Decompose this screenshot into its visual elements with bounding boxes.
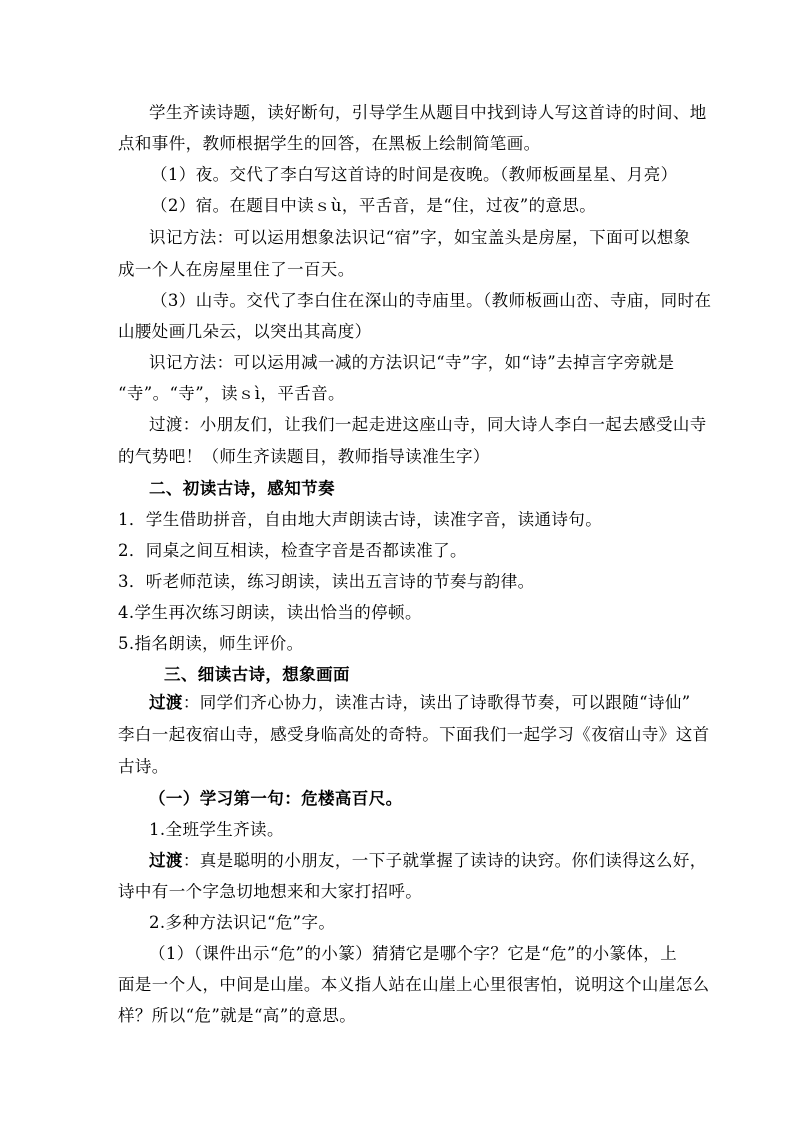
- paragraph-text: ：同学们齐心协力，读准古诗，读出了诗歌得节奏，可以跟随“诗仙”: [182, 693, 691, 712]
- paragraph-line: 的气势吧！（师生齐读题目，教师指导读准生字）: [118, 447, 490, 466]
- paragraph-line: （1）夜。交代了李白写这首诗的时间是夜晚。（教师板画星星、月亮）: [151, 165, 678, 184]
- paragraph-line: [149, 693, 691, 713]
- paragraph-line: 面是一个人，中间是山崖。本义指人站在山崖上心里很害怕，说明这个山崖怎么: [118, 975, 710, 994]
- paragraph-line: （2）宿。在题目中读ｓù，平舌音，是“住，过夜”的意思。: [151, 196, 597, 215]
- paragraph-line: “寺”。“寺”，读ｓì，平舌音。: [118, 384, 345, 403]
- paragraph-line: 古诗。: [118, 757, 169, 776]
- paragraph-line: （3）山寺。交代了李白住在深山的寺庙里。（教师板画山峦、寺庙，同时在: [151, 291, 712, 310]
- paragraph-line: 样？所以“危”就是“高”的意思。: [118, 1006, 357, 1025]
- list-item: 2.多种方法识记“危”字。: [149, 913, 336, 932]
- list-item: 1.全班学生齐读。: [149, 820, 284, 839]
- section-heading: 三、细读古诗，想象画面: [164, 665, 350, 684]
- transition-label: 过渡: [149, 693, 183, 712]
- section-heading: 二、初读古诗，感知节奏: [149, 479, 335, 498]
- paragraph-line: 诗中有一个字急切地想来和大家打招呼。: [118, 882, 423, 901]
- list-item: 1．学生借助拼音，自由地大声朗读古诗，读准字音，读通诗句。: [118, 510, 603, 529]
- paragraph-line: 学生齐读诗题，读好断句，引导学生从题目中找到诗人写这首诗的时间、地: [149, 103, 707, 122]
- paragraph-line: 识记方法：可以运用减一减的方法识记“寺”字，如“诗”去掉言字旁就是: [149, 353, 675, 372]
- paragraph-line: 山腰处画几朵云，以突出其高度）: [118, 322, 372, 341]
- list-item: 2．同桌之间互相读，检查字音是否都读准了。: [118, 541, 467, 560]
- paragraph-line: 识记方法：可以运用想象法识记“宿”字，如宝盖头是房屋，下面可以想象: [149, 228, 691, 247]
- paragraph-line: 成一个人在房屋里住了一百天。: [118, 260, 355, 279]
- paragraph-line: [149, 851, 707, 871]
- list-item: 3．听老师范读，练习朗读，读出五言诗的节奏与韵律。: [118, 572, 535, 591]
- paragraph-line: 点和事件，教师根据学生的回答，在黑板上绘制简笔画。: [118, 134, 541, 153]
- list-item: 5.指名朗读，师生评价。: [118, 634, 304, 653]
- transition-label: 过渡: [149, 851, 183, 870]
- paragraph-line: 李白一起夜宿山寺，感受身临高处的奇特。下面我们一起学习《夜宿山寺》这首: [118, 725, 710, 744]
- paragraph-text: ：真是聪明的小朋友，一下子就掌握了读诗的诀窍。你们读得这么好，: [182, 851, 707, 870]
- paragraph-line: 过渡：小朋友们，让我们一起走进这座山寺，同大诗人李白一起去感受山寺: [149, 415, 707, 434]
- paragraph-line: （1）（课件出示“危”的小篆）猜猜它是哪个字？它是“危”的小篆体，上: [149, 944, 678, 963]
- list-item: 4.学生再次练习朗读，读出恰当的停顿。: [118, 603, 422, 622]
- subsection-heading: （一）学习第一句：危楼高百尺。: [149, 789, 403, 808]
